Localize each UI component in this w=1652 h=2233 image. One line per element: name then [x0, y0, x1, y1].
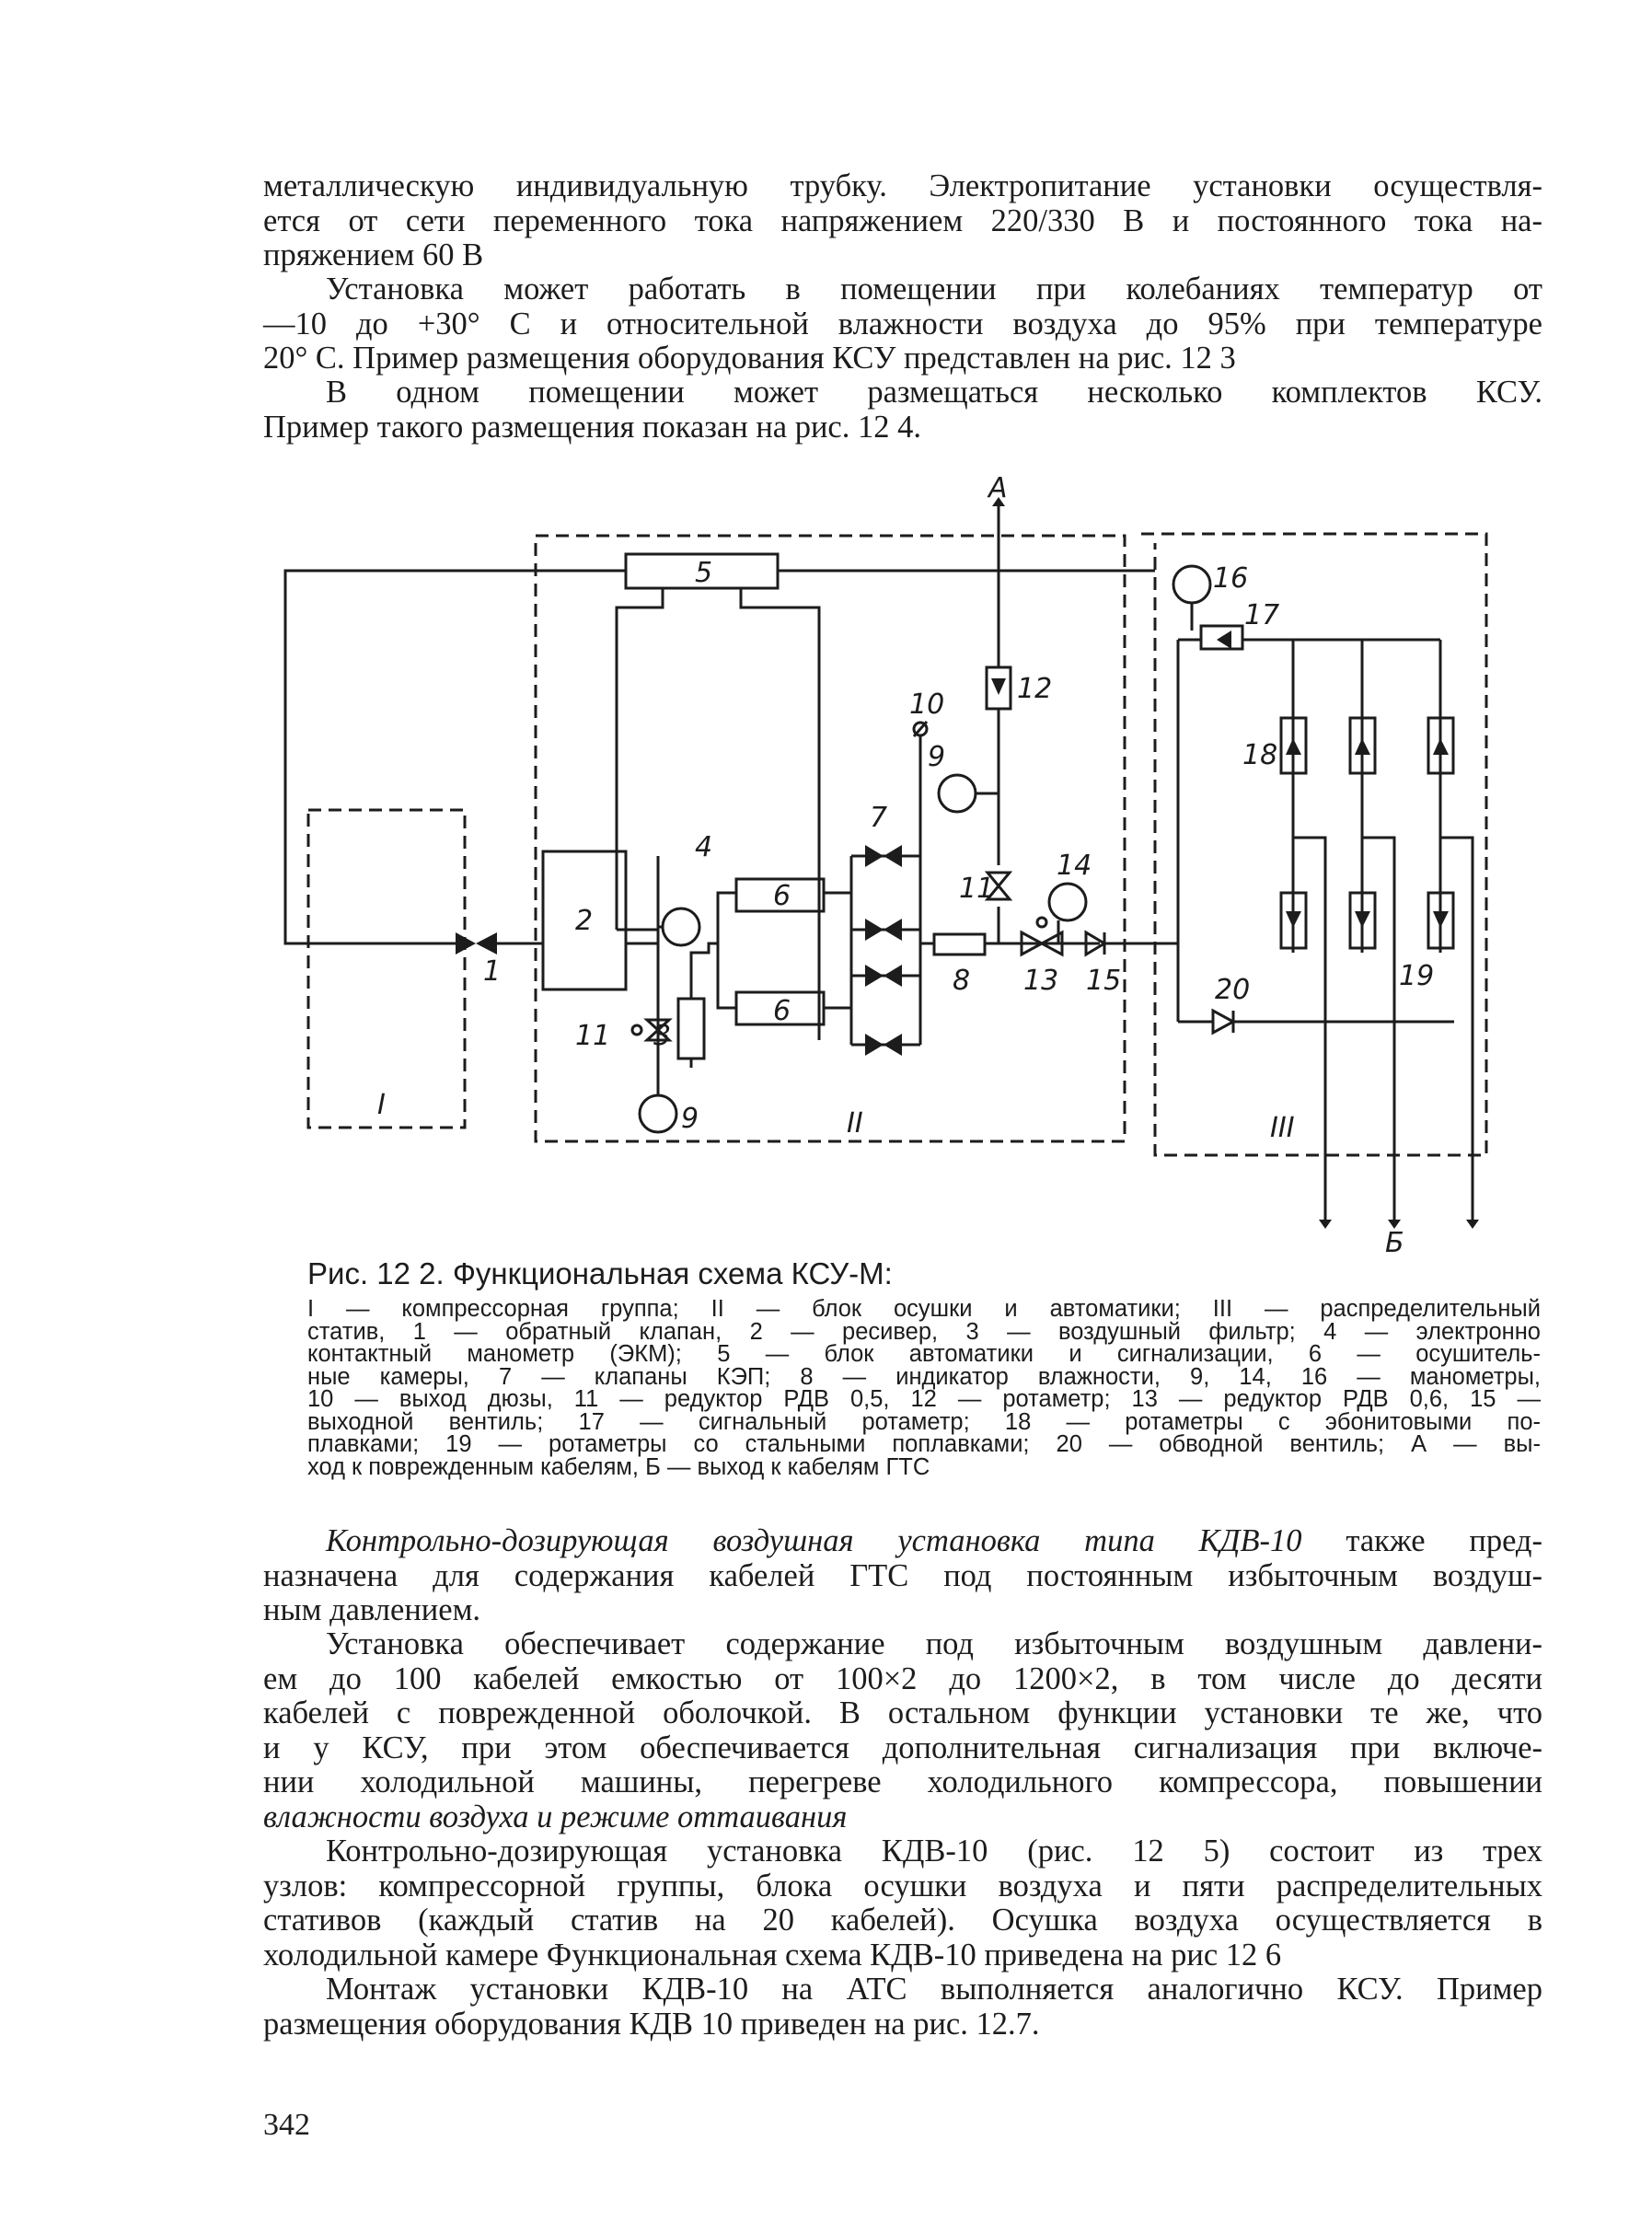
text-line: ным давлением. [263, 1592, 481, 1627]
text-line: кабелей с поврежденной оболочкой. В остальном функции установки те же, что [263, 1695, 1542, 1730]
paragraph-kdv10-composition [263, 1834, 1542, 1973]
text-line: Установка обеспечивает содержание под избыточным воздушным давлени- [326, 1626, 1542, 1661]
text-line: размещения оборудования КДВ 10 приведен на рис. 12.7. [263, 2006, 1040, 2042]
paragraph-operating-conditions [263, 272, 1542, 376]
manometer-16 [1173, 566, 1210, 603]
label-11-right: 11 [959, 873, 995, 905]
text-line: металлическую индивидуальную трубку. Электропитание установки осуществля- [263, 168, 1542, 203]
label-1: 1 [483, 955, 502, 988]
label-11-left: 11 [575, 1020, 611, 1052]
text-line: пряжением 60 В [263, 237, 484, 272]
manometer-14 [1049, 884, 1086, 920]
legend-line: I — компрессорная группа; II — блок осушки и автоматики; III — распределительный [307, 1296, 1541, 1322]
label-6-top: 6 [773, 880, 791, 912]
text-line: стативов (каждый статив на 20 кабелей). Осушка воздуха осуществляется в [263, 1903, 1542, 1938]
text-line: Установка может работать в помещении при колебаниях температур от [326, 272, 1542, 307]
label-4: 4 [695, 831, 713, 863]
label-19: 19 [1399, 960, 1435, 992]
legend-line: плавками; 19 — ротаметры со стальными поплавками; 20 — обводной вентиль; А — вы- [307, 1431, 1541, 1457]
air-filter [678, 999, 704, 1059]
label-9-top: 9 [928, 741, 946, 773]
label-7: 7 [870, 802, 888, 834]
label-3: 3 [653, 1020, 672, 1052]
text-line: холодильной камере Функциональная схема КДВ-10 приведена на рис 12 6 [263, 1937, 1282, 1973]
legend-line: 10 — выход дюзы, 11 — редуктор РДВ 0,5, 12 — ротаметр; 13 — редуктор РДВ 0,6, 15 — [307, 1386, 1541, 1412]
manometer-ekm [663, 908, 699, 945]
functional-diagram [276, 472, 1500, 1259]
label-12: 12 [1017, 673, 1053, 705]
text-line: Контрольно-дозирующая установка КДВ-10 (рис. 12 5) состоит из трех [326, 1834, 1542, 1869]
drying-automation-box [536, 536, 1125, 1141]
paragraph-multiple-sets [263, 376, 1542, 445]
paragraph-kdv10-installation [263, 1973, 1542, 2042]
compressor-group-box [308, 810, 465, 1128]
text-line: Монтаж установки КДВ-10 на АТС выполняется аналогично КСУ. Пример [326, 1972, 1542, 2007]
label-B: Б [1385, 1227, 1404, 1259]
label-13: 13 [1023, 965, 1059, 997]
label-A: А [988, 472, 1008, 504]
label-20: 20 [1215, 974, 1251, 1006]
manometer-9-top [939, 775, 976, 812]
text-line: влажности воздуха и режиме оттаивания [263, 1799, 848, 1834]
text-line: назначена для содержания кабелей ГТС под постоянным избыточным воздуш- [263, 1557, 1542, 1593]
text-line: узлов: компрессорной группы, блока осушки воздуха и пяти распределительных [263, 1868, 1542, 1903]
manometer-9-bottom [640, 1095, 676, 1132]
text-line: ем до 100 кабелей емкостью от 100×2 до 1200×2, в том числе до десяти [263, 1660, 1542, 1696]
figure-caption-title: Рис. 12 2. Функциональная схема КСУ-М: [307, 1256, 893, 1290]
label-17: 17 [1244, 599, 1280, 631]
legend-line: контактный манометр (ЭКМ); 5 — блок автоматики и сигнализации, 6 — осушитель- [307, 1341, 1541, 1367]
label-2: 2 [575, 905, 594, 937]
legend-line: статив, 1 — обратный клапан, 2 — ресивер, 3 — воздушный фильтр; 4 — электронно [307, 1318, 1541, 1345]
kdv10-title-italic: Контрольно-дозирующая воздушная установка типа КДВ-10 [326, 1523, 1302, 1558]
label-6-bottom: 6 [773, 995, 791, 1027]
text-line: нии холодильной машины, перегреве холодильного компрессора, повышении [263, 1764, 1542, 1799]
text-line: ется от сети переменного тока напряжением 220/330 В и постоянного тока на- [263, 202, 1542, 238]
text-line: Пример такого размещения показан на рис. 12 4. [263, 409, 921, 445]
label-9-bottom: 9 [681, 1103, 699, 1135]
text-line: В одном помещении может размещаться несколько комплектов КСУ. [326, 375, 1542, 410]
paragraph-kdv10-intro [263, 1524, 1542, 1628]
label-15: 15 [1086, 965, 1122, 997]
label-14: 14 [1057, 850, 1092, 882]
figure-legend [307, 1298, 1541, 1478]
paragraph-intro-continued [263, 169, 1542, 273]
humidity-indicator [934, 934, 985, 955]
label-block-I: I [377, 1089, 386, 1121]
text-line: и у КСУ, при этом обеспечивается дополнительная сигнализация при включе- [263, 1730, 1542, 1765]
label-16: 16 [1213, 562, 1249, 595]
paragraph-kdv10-capacity [263, 1627, 1542, 1834]
label-block-III: III [1270, 1112, 1295, 1144]
legend-line: выходной вентиль; 17 — сигнальный ротаметр; 18 — ротаметры с эбонитовыми по- [307, 1408, 1541, 1435]
text-line: —10 до +30° С и относительной влажности воздуха до 95% при температуре [263, 306, 1542, 341]
label-8: 8 [953, 965, 971, 997]
text-span: также пред- [1301, 1523, 1542, 1558]
page-number: 342 [263, 2108, 310, 2142]
label-18: 18 [1242, 739, 1278, 771]
label-5: 5 [695, 557, 713, 589]
label-10: 10 [909, 688, 945, 721]
label-block-II: II [847, 1107, 863, 1140]
text-line: 20° С. Пример размещения оборудования КСУ представлен на рис. 12 3 [263, 341, 1236, 376]
legend-line: ход к поврежденным кабелям, Б — выход к кабелям ГТС [307, 1453, 930, 1480]
legend-line: ные камеры, 7 — клапаны КЭП; 8 — индикатор влажности, 9, 14, 16 — манометры, [307, 1363, 1541, 1390]
